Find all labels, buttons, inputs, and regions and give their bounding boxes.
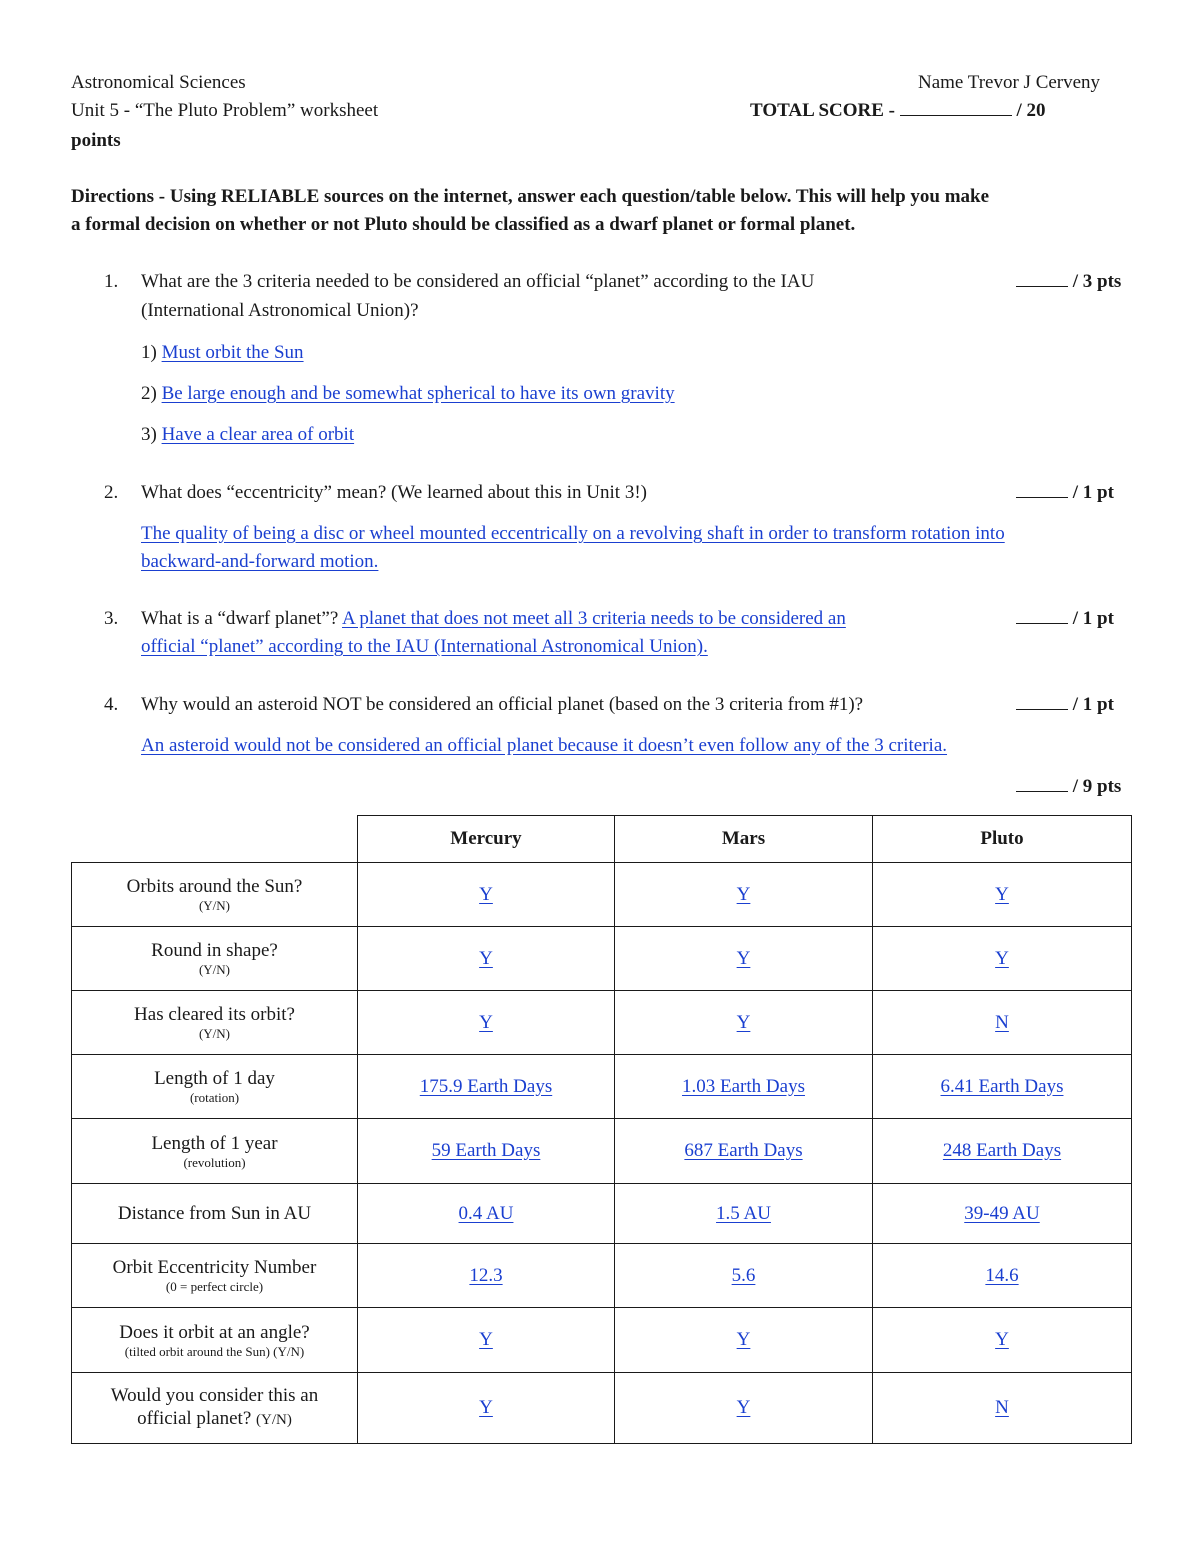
row-label-sub: (revolution) xyxy=(183,1154,246,1170)
table-cell xyxy=(358,1308,615,1373)
cell-value: Y xyxy=(736,1011,751,1033)
question-2-points xyxy=(1016,482,1114,504)
cell-value: 1.03 Earth Days xyxy=(682,1075,805,1097)
answer-1-2-prefix: 2) xyxy=(141,383,157,404)
table-cell xyxy=(615,927,873,991)
cell-value: Y xyxy=(995,883,1009,905)
row-label-angle xyxy=(72,1308,358,1373)
row-label-round xyxy=(72,927,358,991)
answer-1-2 xyxy=(141,383,675,405)
table-row xyxy=(72,991,1132,1055)
cell-value: 14.6 xyxy=(985,1264,1019,1286)
question-1-number: 1. xyxy=(104,271,119,292)
question-1-points-label: / 3 pts xyxy=(1072,271,1122,292)
table-cell xyxy=(615,1308,873,1373)
answer-2-line-2: backward-and-forward motion. xyxy=(141,551,379,572)
points-label: points xyxy=(71,130,121,151)
cell-value: Y xyxy=(479,1329,493,1350)
row-label-distance xyxy=(72,1184,358,1244)
table-cell xyxy=(615,1055,873,1119)
cell-value: Y xyxy=(736,1397,751,1418)
row-label-sub: (Y/N) xyxy=(198,898,231,913)
cell-value: Y xyxy=(479,1011,493,1033)
cell-value: Y xyxy=(736,947,751,969)
table-row xyxy=(72,1244,1132,1308)
row-label-sub: (Y/N) xyxy=(198,962,231,977)
table-cell xyxy=(873,1184,1132,1244)
row-label-text: Does it orbit at an angle? xyxy=(119,1321,310,1343)
cell-value: 12.3 xyxy=(469,1264,503,1286)
table-row xyxy=(72,863,1132,927)
row-label-text: Length of 1 year xyxy=(151,1132,278,1154)
table-cell xyxy=(358,927,615,991)
cell-value: N xyxy=(995,1011,1009,1033)
row-label-text-2a: official planet? xyxy=(137,1408,252,1429)
question-3-row xyxy=(141,608,846,630)
table-row xyxy=(72,1184,1132,1244)
cell-value: N xyxy=(995,1397,1009,1418)
answer-1-2-text: Be large enough and be somewhat spherical to have its own gravity xyxy=(161,383,675,404)
table-row xyxy=(72,1055,1132,1119)
table-row xyxy=(72,1308,1132,1373)
cell-value: Y xyxy=(479,1397,493,1418)
table-header-row xyxy=(72,816,1132,863)
table-points xyxy=(1016,776,1121,798)
question-2-blank xyxy=(1016,497,1068,498)
answer-1-1-prefix: 1) xyxy=(141,342,157,363)
course-title: Astronomical Sciences xyxy=(71,72,246,93)
answer-1-3 xyxy=(141,424,354,446)
student-name: Name Trevor J Cerveny xyxy=(918,72,1101,93)
table-cell xyxy=(873,991,1132,1055)
row-label-sub: (0 = perfect circle) xyxy=(165,1279,264,1294)
answer-1-3-prefix: 3) xyxy=(141,424,157,445)
planet-comparison-table xyxy=(71,815,1132,1444)
table-points-blank xyxy=(1016,791,1068,792)
unit-title: Unit 5 - “The Pluto Problem” worksheet xyxy=(71,100,379,121)
table-cell xyxy=(358,1184,615,1244)
table-cell xyxy=(358,1055,615,1119)
directions-line-2: a formal decision on whether or not Pluto should be classified as a dwarf planet or formal planet. xyxy=(71,214,856,235)
row-label-official xyxy=(72,1373,358,1444)
table-cell xyxy=(873,927,1132,991)
row-label-sub: (tilted orbit around the Sun) (Y/N) xyxy=(124,1343,305,1359)
table-cell xyxy=(873,1308,1132,1373)
table-cell xyxy=(615,1119,873,1184)
cell-value: Y xyxy=(479,947,493,969)
answer-1-3-text: Have a clear area of orbit xyxy=(161,424,355,445)
question-1-blank xyxy=(1016,286,1068,287)
total-score xyxy=(750,100,1046,122)
table-cell xyxy=(358,863,615,927)
question-3-blank xyxy=(1016,623,1068,624)
cell-value: 0.4 AU xyxy=(458,1202,514,1224)
table-points-label: / 9 pts xyxy=(1072,776,1122,797)
row-label-cleared xyxy=(72,991,358,1055)
column-header-pluto: Pluto xyxy=(873,816,1132,863)
row-label-eccentricity xyxy=(72,1244,358,1308)
question-1-text: What are the 3 criteria needed to be considered an official “planet” according to the IAU xyxy=(141,271,815,292)
table-cell xyxy=(873,1373,1132,1444)
row-label-text: Length of 1 day xyxy=(154,1068,275,1089)
column-header-mars: Mars xyxy=(615,816,873,863)
row-label-year xyxy=(72,1119,358,1184)
cell-value: Y xyxy=(995,1329,1009,1350)
table-cell xyxy=(358,1373,615,1444)
cell-value: 248 Earth Days xyxy=(942,1140,1062,1161)
row-label-day xyxy=(72,1055,358,1119)
question-3-points-label: / 1 pt xyxy=(1072,608,1114,629)
row-label-text: Orbits around the Sun? xyxy=(126,876,303,897)
table-cell xyxy=(615,991,873,1055)
row-label-sub: (rotation) xyxy=(189,1090,240,1105)
table-row xyxy=(72,1119,1132,1184)
total-score-max: / 20 xyxy=(1016,100,1046,121)
cell-value: 59 Earth Days xyxy=(431,1140,541,1161)
total-score-label: TOTAL SCORE - xyxy=(750,100,896,121)
row-label-text: Has cleared its orbit? xyxy=(134,1004,295,1025)
cell-value: 687 Earth Days xyxy=(684,1140,803,1161)
answer-1-1 xyxy=(141,342,304,364)
question-3-points xyxy=(1016,608,1114,630)
table-corner-cell xyxy=(72,816,358,863)
table-cell xyxy=(873,1244,1132,1308)
question-1-text-2: (International Astronomical Union)? xyxy=(141,300,419,321)
table-row xyxy=(72,927,1132,991)
answer-1-1-text: Must orbit the Sun xyxy=(161,342,304,363)
question-4-points xyxy=(1016,694,1114,716)
cell-value: Y xyxy=(479,883,493,905)
column-header-mercury: Mercury xyxy=(358,816,615,863)
cell-value: 175.9 Earth Days xyxy=(419,1075,553,1097)
row-label-text: Round in shape? xyxy=(151,940,278,961)
row-label-orbits xyxy=(72,863,358,927)
question-3-text: What is a “dwarf planet”? xyxy=(141,608,339,629)
question-4-number: 4. xyxy=(104,694,119,715)
row-label-sub: (Y/N) xyxy=(198,1026,231,1041)
answer-2-line-1: The quality of being a disc or wheel mounted eccentrically on a revolving shaft in order to transform rotation into xyxy=(141,523,1005,544)
answer-3-line-2: official “planet” according to the IAU (International Astronomical Union). xyxy=(141,636,708,657)
cell-value: 39-49 AU xyxy=(964,1202,1040,1224)
table-cell xyxy=(615,1184,873,1244)
cell-value: 5.6 xyxy=(731,1264,756,1286)
table-cell xyxy=(615,863,873,927)
table-cell xyxy=(873,1055,1132,1119)
table-cell xyxy=(358,1119,615,1184)
row-label-sub-inline: (Y/N) xyxy=(256,1412,292,1428)
question-2-number: 2. xyxy=(104,482,119,503)
cell-value: 1.5 AU xyxy=(716,1202,771,1224)
question-2-points-label: / 1 pt xyxy=(1072,482,1114,503)
question-4-text: Why would an asteroid NOT be considered an official planet (based on the 3 criteria from #1)? xyxy=(141,694,864,715)
cell-value: Y xyxy=(736,1329,751,1350)
table-cell xyxy=(615,1244,873,1308)
question-4-points-label: / 1 pt xyxy=(1072,694,1114,715)
table-cell xyxy=(615,1373,873,1444)
row-label-text: Orbit Eccentricity Number xyxy=(112,1257,317,1278)
table-row xyxy=(72,1373,1132,1444)
directions-line-1: Directions - Using RELIABLE sources on the internet, answer each question/table below. This will help you make xyxy=(71,186,990,207)
row-label-text: Distance from Sun in AU xyxy=(117,1203,312,1224)
table-cell xyxy=(358,1244,615,1308)
answer-4: An asteroid would not be considered an official planet because it doesn’t even follow any of the 3 criteria. xyxy=(141,735,948,756)
table-cell xyxy=(358,991,615,1055)
table-cell xyxy=(873,863,1132,927)
row-label-text: Would you consider this an xyxy=(110,1385,319,1406)
question-2-text: What does “eccentricity” mean? (We learned about this in Unit 3!) xyxy=(141,482,647,503)
total-score-blank xyxy=(900,115,1012,116)
cell-value: Y xyxy=(736,883,751,905)
points-word xyxy=(71,130,121,152)
question-4-blank xyxy=(1016,709,1068,710)
cell-value: 6.41 Earth Days xyxy=(940,1075,1064,1097)
question-3-number: 3. xyxy=(104,608,119,629)
row-label-text-2 xyxy=(72,1407,357,1432)
question-1-points xyxy=(1016,271,1121,293)
answer-3-line-1: A planet that does not meet all 3 criteria needs to be considered an xyxy=(342,608,846,629)
cell-value: Y xyxy=(995,947,1009,969)
table-cell xyxy=(873,1119,1132,1184)
